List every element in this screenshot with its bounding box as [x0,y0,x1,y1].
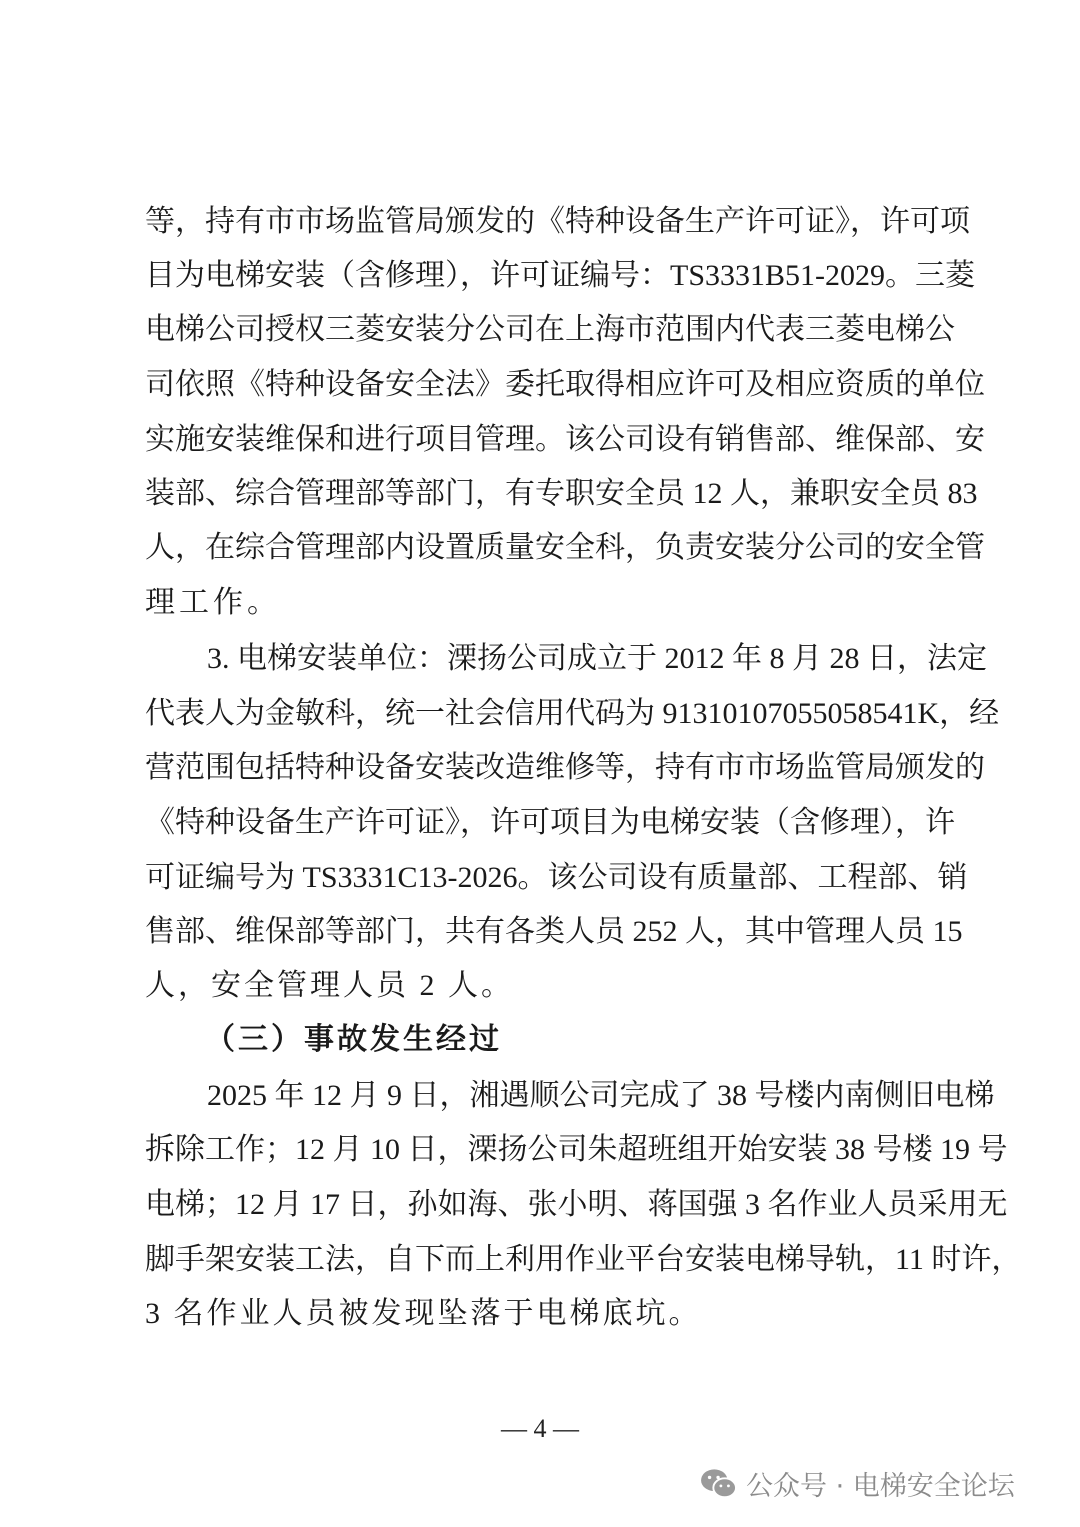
text-line: 人，安全管理人员 2 人。 [145,969,514,1002]
text-line: 2025 年 12 月 9 日，湘遇顺公司完成了 38 号楼内南侧旧电梯 [207,1079,995,1112]
text-line: 脚手架安装工法，自下而上利用作业平台安装电梯导轨，11 时许， [145,1243,1022,1276]
text-line: 电梯；12 月 17 日，孙如海、张小明、蒋国强 3 名作业人员采用无 [145,1188,1008,1221]
text-line: 等，持有市市场监管局颁发的《特种设备生产许可证》，许可项 [145,205,970,238]
text-line: 拆除工作；12 月 10 日，溧扬公司朱超班组开始安装 38 号楼 19 号 [145,1133,1008,1166]
wechat-icon [700,1467,738,1501]
watermark-text: 公众号 · 电梯安全论坛 [746,1471,1015,1502]
text-line: 装部、综合管理部等部门，有专职安全员 12 人，兼职安全员 83 [145,477,978,510]
text-line: 人，在综合管理部内设置质量安全科，负责安装分公司的安全管 [145,531,985,564]
text-line: 目为电梯安装（含修理），许可证编号：TS3331B51-2029。三菱 [145,259,976,292]
text-line: 可证编号为 TS3331C13-2026。该公司设有质量部、工程部、销 [145,861,968,894]
text-line: 司依照《特种设备安全法》委托取得相应许可及相应资质的单位 [145,368,985,401]
text-line: 3 名作业人员被发现坠落于电梯底坑。 [145,1297,702,1330]
watermark [700,1464,1015,1503]
text-line: 电梯公司授权三菱安装分公司在上海市范围内代表三菱电梯公 [145,313,955,346]
text-line: 营范围包括特种设备安装改造维修等，持有市市场监管局颁发的 [145,751,985,784]
page-number: — 4 — [501,1414,579,1443]
text-line: 售部、维保部等部门，共有各类人员 252 人，其中管理人员 15 [145,915,963,948]
section-heading: （三）事故发生经过 [205,1023,502,1056]
text-line: 3. 电梯安装单位：溧扬公司成立于 2012 年 8 月 28 日，法定 [207,642,987,675]
text-line: 理工作。 [145,586,281,619]
text-line: 实施安装维保和进行项目管理。该公司设有销售部、维保部、安 [145,423,985,456]
text-line: 《特种设备生产许可证》，许可项目为电梯安装（含修理），许 [145,806,955,839]
text-line: 代表人为金敏科，统一社会信用代码为 91310107055058541K，经 [145,697,1000,730]
